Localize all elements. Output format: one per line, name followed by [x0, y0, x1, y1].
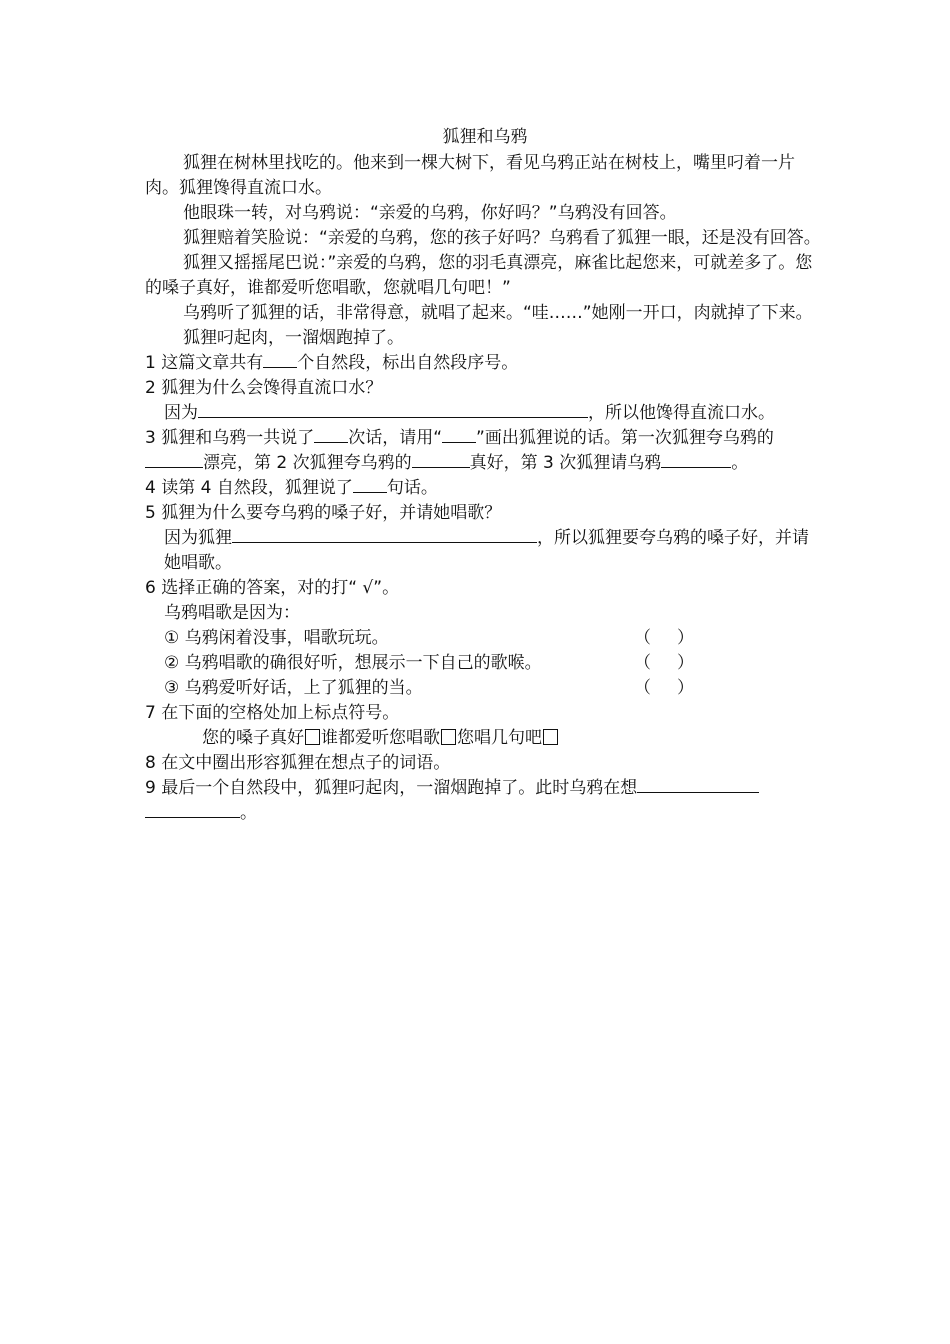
- option-1: ① 乌鸦闲着没事，唱歌玩玩。 （ ）: [145, 626, 825, 651]
- question-3: 3 狐狸和乌鸦一共说了 次话，请用“ ”画出狐狸说的话。第一次狐狸夸乌鸦的漂亮，第 2 次狐狸夸乌鸦的 真好，第 3 次狐狸请乌鸦 。: [145, 428, 774, 473]
- story-paragraph-2: 他眼珠一转，对乌鸦说：“亲爱的乌鸦，你好吗？”乌鸦没有回答。: [183, 203, 677, 223]
- answer-blank[interactable]: [353, 476, 387, 493]
- question-6: 6 选择正确的答案，对的打“ √”。: [145, 578, 400, 598]
- question-5: 5 狐狸为什么要夸乌鸦的嗓子好，并请她唱歌？: [145, 503, 502, 523]
- answer-blank[interactable]: [198, 401, 588, 418]
- answer-blank[interactable]: [263, 351, 297, 368]
- question-7-sentence: 您的嗓子真好 谁都爱听您唱歌 您唱几句吧: [145, 726, 825, 751]
- underline-sample: [442, 426, 476, 443]
- question-9-continuation: 。: [145, 801, 825, 826]
- question-7: 7 在下面的空格处加上标点符号。: [145, 703, 400, 723]
- question-2-answer: 因为 ，所以他馋得直流口水。: [164, 403, 775, 423]
- question-8: 8 在文中圈出形容狐狸在想点子的词语。: [145, 753, 451, 773]
- answer-parentheses[interactable]: （ ）: [634, 653, 694, 673]
- answer-parentheses[interactable]: （ ）: [634, 678, 694, 698]
- question-5-answer: 因为狐狸 ，所以狐狸要夸乌鸦的嗓子好，并请她唱歌。: [164, 528, 809, 573]
- worksheet-content: [145, 122, 825, 826]
- story-paragraph-3: 狐狸赔着笑脸说：“亲爱的乌鸦，您的孩子好吗？乌鸦看了狐狸一眼，还是没有回答。: [183, 228, 821, 248]
- story-paragraph-5: 乌鸦听了狐狸的话，非常得意，就唱了起来。“哇……”她刚一开口，肉就掉了下来。: [183, 303, 813, 323]
- answer-blank[interactable]: [314, 426, 348, 443]
- option-2: ② 乌鸦唱歌的确很好听，想展示一下自己的歌喉。 （ ）: [145, 651, 825, 676]
- story-title: 狐狸和乌鸦: [442, 127, 528, 147]
- question-4: 4 读第 4 自然段，狐狸说了 句话。: [145, 478, 438, 498]
- answer-parentheses[interactable]: （ ）: [634, 628, 694, 648]
- answer-blank[interactable]: [232, 526, 537, 543]
- story-paragraph-1: 狐狸在树林里找吃的。他来到一棵大树下，看见乌鸦正站在树枝上，嘴里叼着一片肉。狐狸馋得直流口水。: [145, 153, 795, 198]
- story-paragraph-4: 狐狸又摇摇尾巴说：”亲爱的乌鸦，您的羽毛真漂亮，麻雀比起您来，可就差多了。您的嗓子真好，谁都爱听您唱歌，您就唱几句吧！”: [145, 253, 813, 298]
- answer-blank[interactable]: [145, 451, 203, 468]
- answer-blank[interactable]: [661, 451, 731, 468]
- punctuation-box[interactable]: [441, 729, 456, 745]
- story-paragraph-6: 狐狸叼起肉，一溜烟跑掉了。: [183, 328, 404, 348]
- answer-blank[interactable]: [145, 801, 240, 818]
- question-1: 1 这篇文章共有 个自然段，标出自然段序号。: [145, 353, 519, 373]
- question-2: 2 狐狸为什么会馋得直流口水？: [145, 378, 383, 398]
- punctuation-box[interactable]: [543, 729, 558, 745]
- punctuation-box[interactable]: [305, 729, 320, 745]
- question-9: 9 最后一个自然段中，狐狸叼起肉，一溜烟跑掉了。此时乌鸦在想: [145, 776, 825, 801]
- question-6-intro: 乌鸦唱歌是因为：: [164, 603, 300, 623]
- answer-blank[interactable]: [637, 776, 759, 793]
- option-3: ③ 乌鸦爱听好话，上了狐狸的当。 （ ）: [145, 676, 825, 701]
- answer-blank[interactable]: [412, 451, 470, 468]
